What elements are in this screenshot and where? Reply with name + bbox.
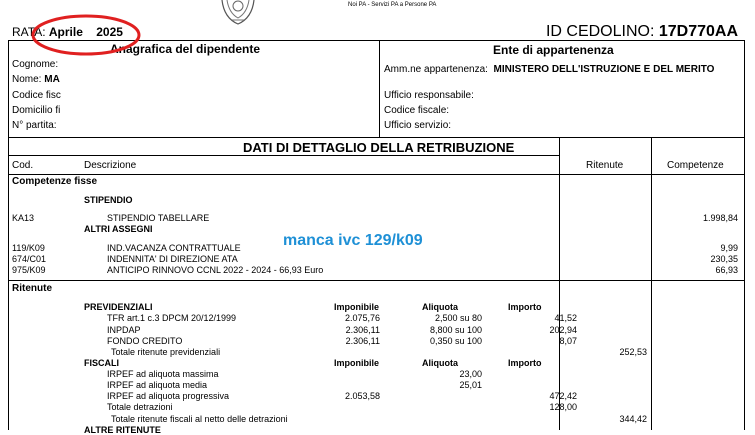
fisc-row-2-aliquota: 25,01: [459, 380, 482, 390]
ufficio-responsabile-label: Ufficio responsabile:: [384, 90, 474, 101]
fisc-row-3-imponibile: 2.053,58: [344, 391, 380, 401]
row-altri-2-desc: INDENNITA' DI DIREZIONE ATA: [107, 254, 238, 264]
prev-row-2-importo: 202,94: [549, 325, 577, 335]
fisc-row-1-desc: IRPEF ad aliquota massima: [107, 369, 219, 379]
prev-h-importo: Importo: [508, 302, 542, 312]
cognome-label: Cognome:: [12, 59, 59, 70]
fisc-row-3-desc: IRPEF ad aliquota progressiva: [107, 391, 230, 401]
domicilio-label: Domicilio fi: [12, 105, 61, 116]
prev-row-2-aliquota: 8,800 su 100: [429, 325, 482, 335]
codice-fiscale-label: Codice fisc: [12, 90, 61, 101]
row-altri-2-competenze: 230,35: [710, 254, 738, 264]
totale-prev-value: 252,53: [619, 347, 647, 357]
prev-row-2-desc: INPDAP: [107, 325, 141, 335]
row-stipendio-desc: STIPENDIO TABELLARE: [107, 213, 210, 223]
id-cedolino: [546, 24, 738, 40]
row-altri-2-cod: 674/C01: [12, 254, 47, 264]
ritenute-heading: Ritenute: [12, 283, 52, 294]
prev-h-imponibile: Imponibile: [334, 302, 379, 312]
emblem-icon: [218, 0, 258, 26]
totale-prev-label: Totale ritenute previdenziali: [111, 347, 221, 357]
amm-value: MINISTERO DELL'ISTRUZIONE E DEL MERITO: [493, 64, 715, 75]
fisc-row-1-aliquota: 23,00: [459, 369, 482, 379]
fisc-h-aliquota: Aliquota: [422, 358, 458, 368]
row-stipendio-cod: KA13: [12, 213, 35, 223]
ente-title: Ente di appartenenza: [493, 43, 614, 57]
anagrafica-title: Anagrafica del dipendente: [110, 42, 261, 56]
fiscali-heading: FISCALI: [84, 358, 119, 368]
prev-row-3-importo: 8,07: [559, 336, 577, 346]
totale-fisc-value: 344,42: [619, 414, 647, 424]
row-altri-1-competenze: 9,99: [720, 243, 738, 253]
highlight-circle: [30, 12, 142, 58]
row-stipendio-competenze: 1.998,84: [702, 213, 738, 223]
row-altri-1-desc: IND.VACANZA CONTRATTUALE: [107, 243, 241, 253]
prev-row-1-desc: TFR art.1 c.3 DPCM 20/12/1999: [107, 313, 237, 323]
amm-label: Amm.ne appartenenza:: [384, 64, 488, 75]
nome-label: Nome:: [12, 74, 42, 85]
fisc-h-importo: Importo: [508, 358, 542, 368]
altri-assegni-heading: ALTRI ASSEGNI: [84, 224, 153, 234]
dettaglio-title: DATI DI DETTAGLIO DELLA RETRIBUZIONE: [243, 140, 515, 155]
prev-row-3-imponibile: 2.306,11: [345, 336, 380, 346]
col-competenze: Competenze: [667, 160, 724, 171]
annotation-note: manca ivc 129/k09: [283, 232, 423, 249]
amm-appartenenza: [384, 65, 714, 75]
prev-row-1-importo: 41,52: [554, 313, 577, 323]
prev-row-1-imponibile: 2.075,76: [344, 313, 380, 323]
col-ritenute: Ritenute: [586, 160, 624, 171]
nome: [12, 75, 60, 85]
prev-row-3-aliquota: 0,350 su 100: [429, 336, 482, 346]
fisc-row-4-desc: Totale detrazioni: [107, 402, 173, 412]
prev-row-1-aliquota: 2,500 su 80: [434, 313, 482, 323]
totale-fisc-label: Totale ritenute fiscali al netto delle detrazioni: [111, 414, 288, 424]
row-altri-3-cod: 975/K09: [12, 265, 46, 275]
ufficio-servizio-label: Ufficio servizio:: [384, 120, 452, 131]
partita-label: N° partita:: [12, 120, 57, 131]
prev-row-3-desc: FONDO CREDITO: [107, 336, 183, 346]
previdenziali-heading: PREVIDENZIALI: [84, 302, 153, 312]
col-descrizione: Descrizione: [84, 160, 137, 171]
rata-year: 2025: [96, 25, 123, 39]
row-altri-1-cod: 119/K09: [12, 243, 45, 253]
nome-value: MA: [44, 74, 60, 85]
prev-row-2-imponibile: 2.306,11: [345, 325, 380, 335]
competenze-fisse-heading: Competenze fisse: [12, 176, 98, 187]
altre-ritenute-heading: ALTRE RITENUTE: [84, 425, 161, 435]
fisc-h-imponibile: Imponibile: [334, 358, 379, 368]
id-cedolino-value: 17D770AA: [658, 23, 738, 40]
ente-codice-fiscale-label: Codice fiscale:: [384, 105, 450, 116]
row-altri-3-desc: ANTICIPO RINNOVO CCNL 2022 - 2024 - 66,93 Euro: [107, 265, 324, 275]
rata-month: Aprile: [48, 25, 83, 39]
row-altri-3-competenze: 66,93: [715, 265, 738, 275]
rata-label: RATA:: [12, 25, 49, 39]
id-cedolino-label: ID CEDOLINO:: [545, 23, 659, 40]
header-subtitle: Noi PA - Servizi PA a Persone PA: [348, 2, 437, 8]
col-cod: Cod.: [12, 160, 34, 171]
stipendio-heading: STIPENDIO: [84, 195, 133, 205]
fisc-row-4-importo: 128,00: [549, 402, 577, 412]
prev-h-aliquota: Aliquota: [422, 302, 458, 312]
fisc-row-3-importo: 472,42: [549, 391, 577, 401]
fisc-row-2-desc: IRPEF ad aliquota media: [107, 380, 208, 390]
